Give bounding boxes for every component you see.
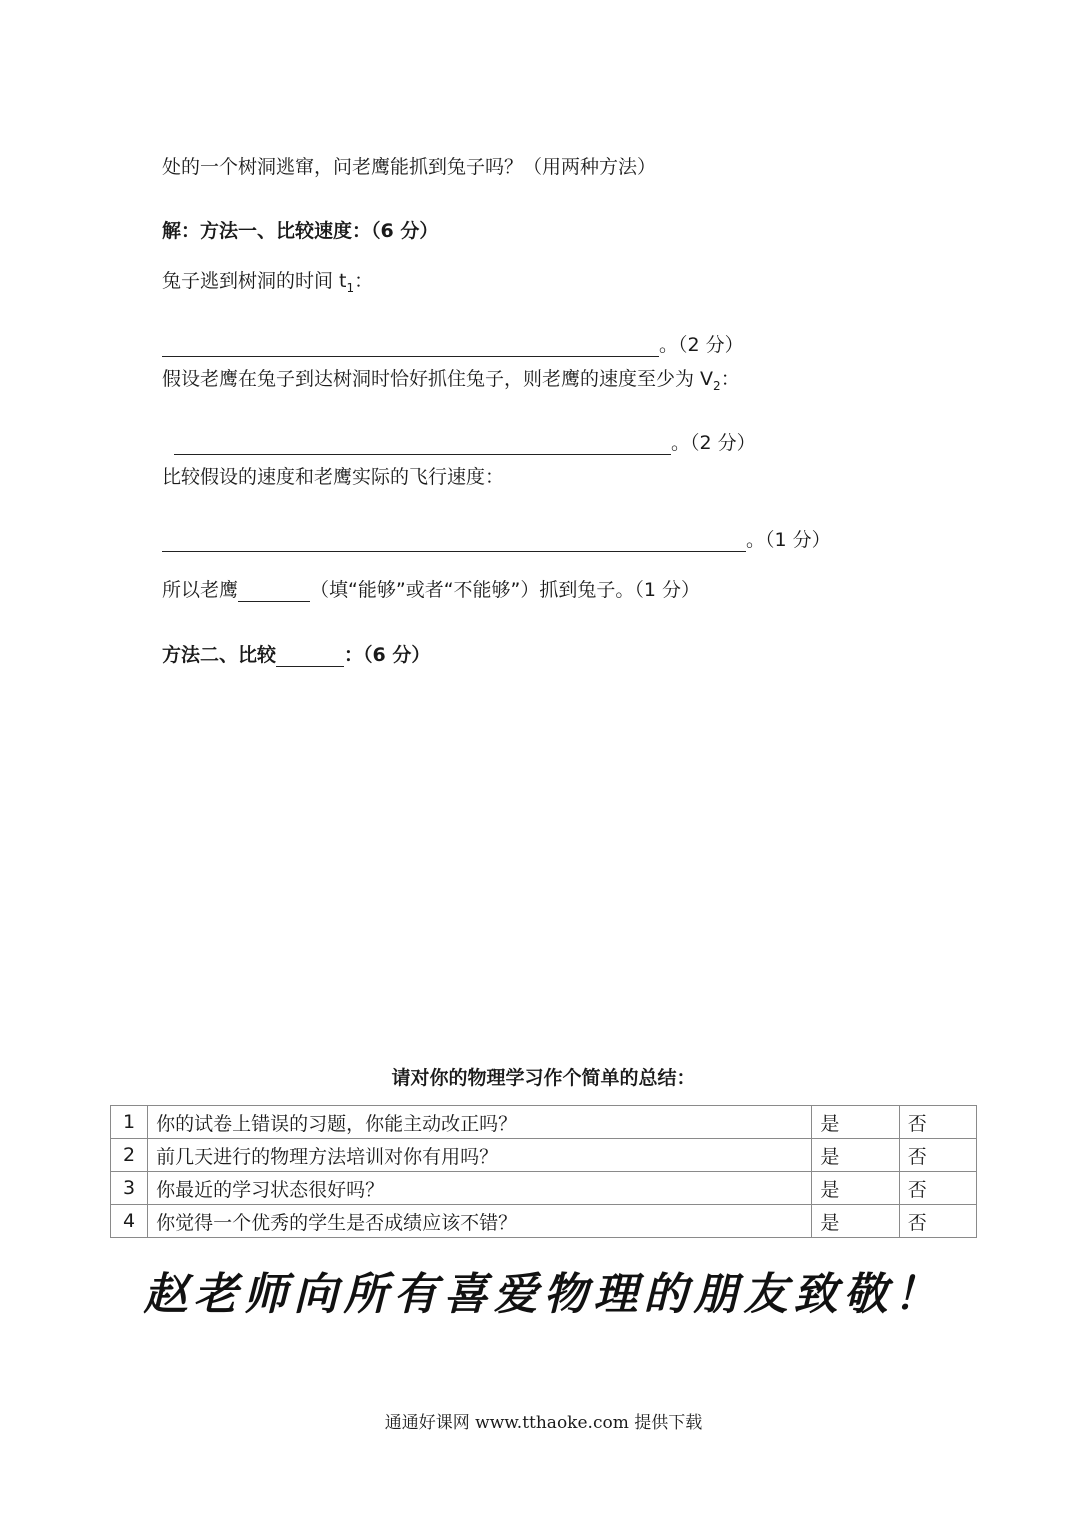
conclusion-prefix: 所以老鹰 (162, 579, 239, 601)
step2-answer-blank[interactable] (174, 434, 671, 455)
row-question: 你最近的学习状态很好吗？ (148, 1172, 812, 1205)
no-option[interactable]: 否 (899, 1139, 976, 1172)
method2-prefix: 方法二、比较 (162, 644, 277, 666)
step1-colon: ： (354, 270, 374, 292)
step1-score: 。（2 分） (659, 334, 744, 356)
step3-label: 比较假设的速度和老鹰实际的飞行速度： (162, 466, 505, 488)
conclusion-line (162, 578, 700, 602)
yes-option[interactable]: 是 (812, 1205, 899, 1238)
step2-text: 假设老鹰在兔子到达树洞时恰好抓住兔子，则老鹰的速度至少为 V (162, 368, 714, 390)
step2-label (162, 367, 740, 398)
method2-heading (162, 643, 430, 667)
step1-label (162, 269, 373, 300)
no-option[interactable]: 否 (899, 1106, 976, 1139)
table-row (111, 1106, 977, 1139)
step3-answer-blank[interactable] (162, 531, 746, 552)
step1-subscript: 1 (346, 280, 355, 295)
conclusion-blank[interactable] (238, 581, 310, 602)
step1-answer-blank[interactable] (162, 336, 659, 357)
yes-option[interactable]: 是 (812, 1139, 899, 1172)
no-option[interactable]: 否 (899, 1172, 976, 1205)
yes-option[interactable]: 是 (812, 1106, 899, 1139)
footer-credit: 通通好课网 www.tthaoke.com 提供下载 (384, 1413, 703, 1433)
no-option[interactable]: 否 (899, 1205, 976, 1238)
method2-blank[interactable] (276, 646, 344, 667)
table-row (111, 1139, 977, 1172)
table-row (111, 1172, 977, 1205)
step2-colon: ： (720, 368, 740, 390)
salute-banner: 赵老师向所有喜爱物理的朋友致敬！ (143, 1269, 944, 1320)
step2-answer-line (174, 431, 756, 455)
conclusion-suffix: （填“能够”或者“不能够”）抓到兔子。（1 分） (310, 579, 701, 601)
row-number: 3 (111, 1172, 148, 1205)
step1-answer-line (162, 333, 744, 357)
step3-answer-line (162, 528, 831, 552)
table-row (111, 1205, 977, 1238)
step2-subscript: 2 (713, 378, 721, 393)
yes-option[interactable]: 是 (812, 1172, 899, 1205)
method1-heading: 解：方法一、比较速度：（6 分） (162, 220, 439, 242)
step3-score: 。（1 分） (746, 529, 831, 551)
row-number: 4 (111, 1205, 148, 1238)
row-question: 前几天进行的物理方法培训对你有用吗？ (148, 1139, 812, 1172)
row-question: 你的试卷上错误的习题，你能主动改正吗？ (148, 1106, 812, 1139)
row-number: 2 (111, 1139, 148, 1172)
method2-suffix: ：（6 分） (344, 644, 431, 666)
step1-text: 兔子逃到树洞的时间 t (162, 270, 347, 292)
summary-table (110, 1105, 977, 1238)
step2-score: 。（2 分） (671, 432, 756, 454)
problem-intro: 处的一个树洞逃窜，问老鹰能抓到兔子吗？（用两种方法） (162, 156, 657, 178)
summary-title: 请对你的物理学习作个简单的总结： (391, 1067, 696, 1089)
row-number: 1 (111, 1106, 148, 1139)
row-question: 你觉得一个优秀的学生是否成绩应该不错？ (148, 1205, 812, 1238)
